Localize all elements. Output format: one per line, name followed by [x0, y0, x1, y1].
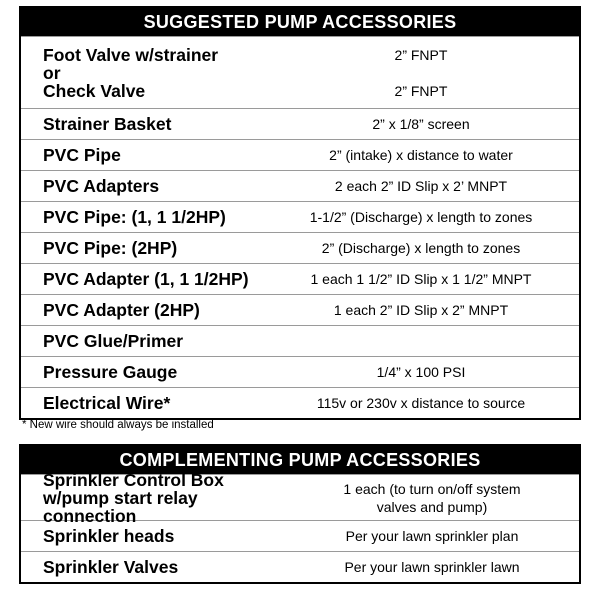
table-row — [21, 139, 579, 170]
row-name-line: Sprinkler Control Box — [43, 469, 224, 490]
row-spec: Per your lawn sprinkler plan — [345, 528, 519, 544]
table-row — [21, 551, 579, 582]
table-row — [21, 108, 579, 139]
suggested-accessories-table — [19, 6, 581, 420]
row-name: PVC Adapter (1, 1 1/2HP) — [43, 269, 249, 289]
row-name: Electrical Wire* — [43, 393, 171, 413]
row-name — [21, 471, 293, 525]
row-spec: 2” (Discharge) x length to zones — [321, 240, 521, 256]
table-row — [21, 294, 579, 325]
row-spec: 1 each 2” ID Slip x 2” MNPT — [333, 302, 509, 318]
row-spec-line: 2” FNPT — [394, 82, 448, 99]
table-row — [21, 356, 579, 387]
row-name: PVC Pipe: (1, 1 1/2HP) — [43, 207, 226, 227]
row-name-line: Foot Valve w/strainer — [43, 44, 219, 65]
row-name-line: w/pump start relay connection — [43, 487, 198, 526]
row-name-line: or — [43, 62, 61, 83]
row-spec: 1/4” x 100 PSI — [376, 364, 466, 380]
row-name: PVC Adapter (2HP) — [43, 300, 200, 320]
complementing-accessories-title: COMPLEMENTING PUMP ACCESSORIES — [21, 446, 579, 474]
row-spec: 2 each 2” ID Slip x 2’ MNPT — [334, 178, 508, 194]
row-name: PVC Adapters — [43, 176, 160, 196]
row-name: Sprinkler Valves — [43, 557, 179, 577]
row-spec-line: valves and pump) — [376, 498, 488, 515]
row-spec-line: 2” FNPT — [394, 46, 448, 63]
row-name: PVC Pipe: (2HP) — [43, 238, 178, 258]
row-spec: 1 each 1 1/2” ID Slip x 1 1/2” MNPT — [310, 271, 532, 287]
footnote: * New wire should always be installed — [22, 419, 214, 431]
table-row — [21, 469, 579, 526]
row-spec — [271, 37, 579, 109]
table-row — [21, 263, 579, 294]
complementing-accessories-table — [19, 444, 581, 584]
row-name: PVC Pipe — [43, 145, 121, 165]
table-row — [21, 170, 579, 201]
row-spec: 2” (intake) x distance to water — [329, 147, 513, 163]
row-spec-line: 1 each (to turn on/off system — [343, 480, 521, 497]
row-name-line: Check Valve — [43, 80, 146, 101]
row-name: Pressure Gauge — [43, 362, 178, 382]
row-name — [21, 46, 271, 100]
row-spec — [293, 480, 579, 516]
table-row — [21, 232, 579, 263]
row-name: Strainer Basket — [43, 114, 172, 134]
suggested-accessories-title: SUGGESTED PUMP ACCESSORIES — [21, 8, 579, 36]
table-row — [21, 36, 579, 108]
table-row — [21, 325, 579, 356]
row-spec: 115v or 230v x distance to source — [316, 395, 526, 411]
row-name: PVC Glue/Primer — [43, 331, 184, 351]
row-name: Sprinkler heads — [43, 526, 175, 546]
table-row — [21, 387, 579, 418]
row-spec: Per your lawn sprinkler lawn — [344, 559, 520, 575]
row-spec: 1-1/2” (Discharge) x length to zones — [309, 209, 533, 225]
table-row — [21, 201, 579, 232]
row-spec: 2” x 1/8” screen — [372, 116, 470, 132]
